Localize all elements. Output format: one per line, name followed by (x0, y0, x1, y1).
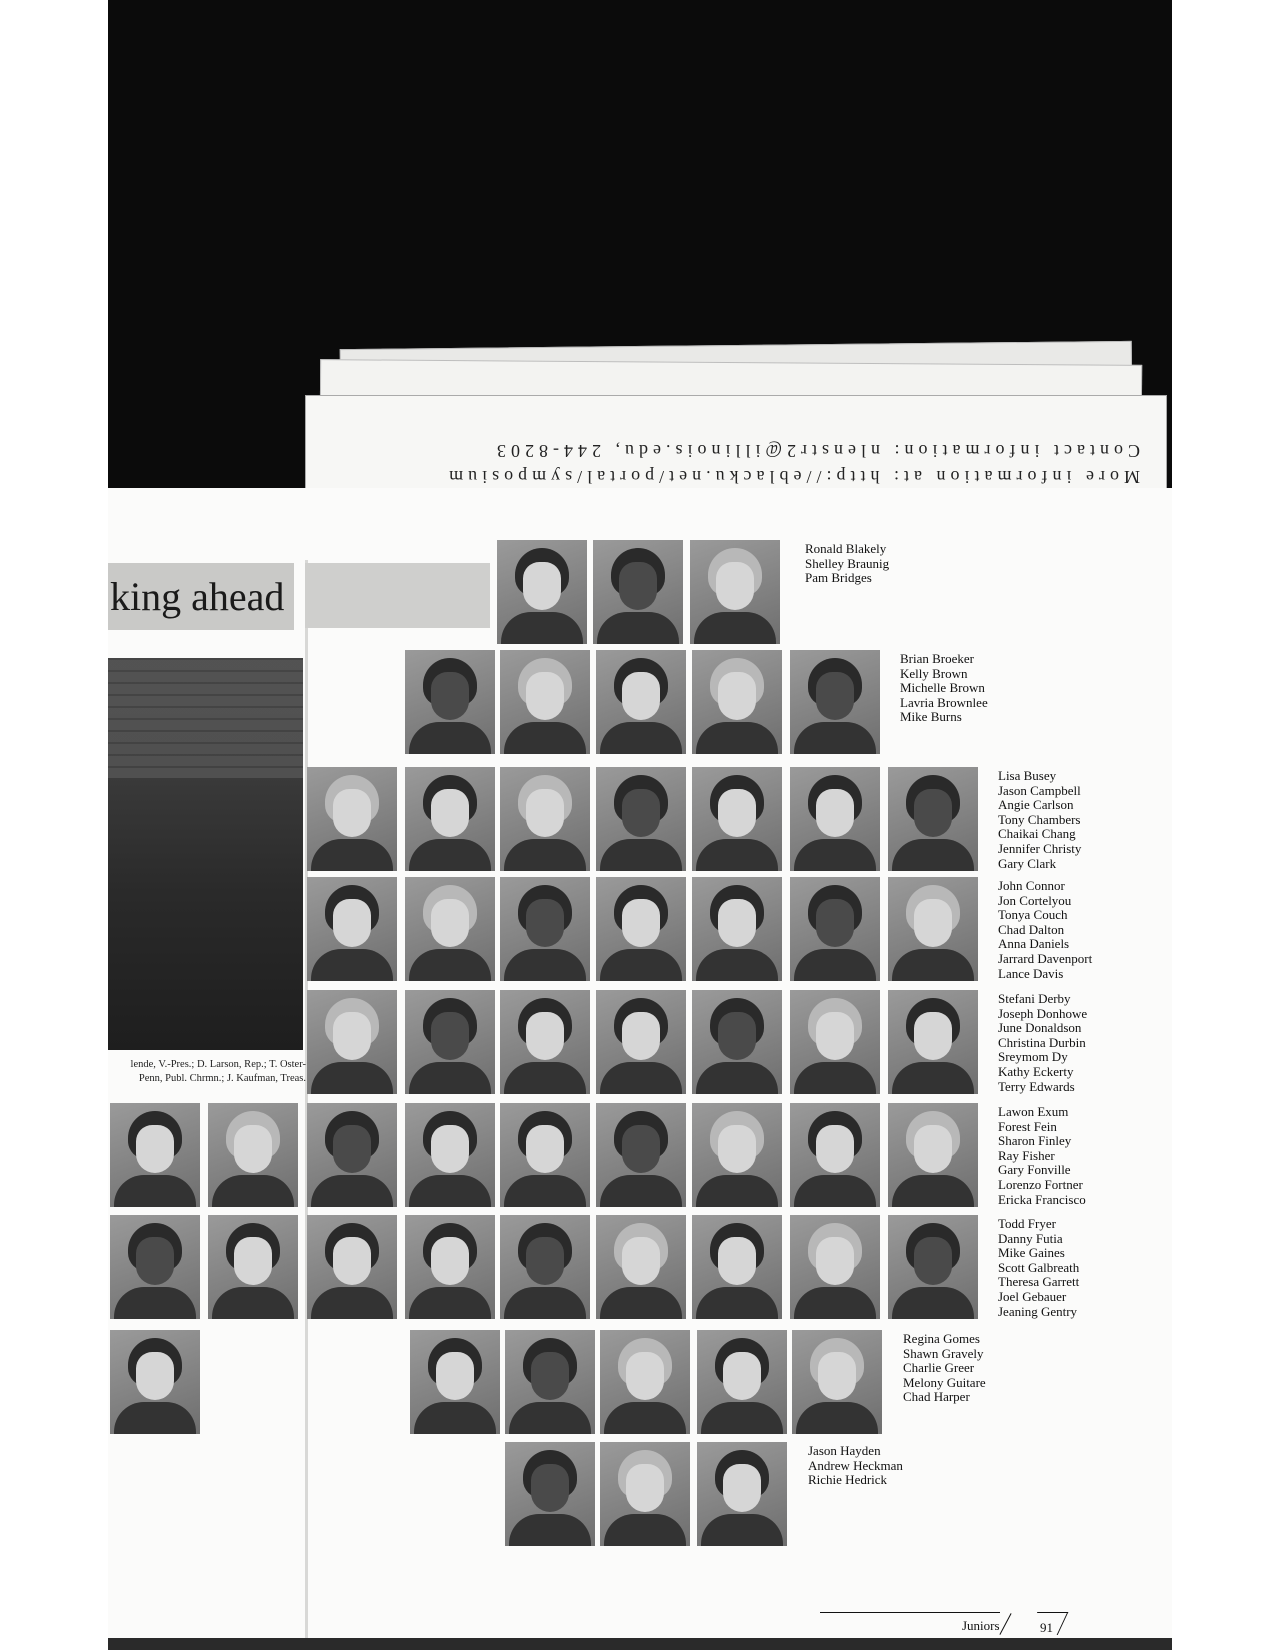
student-name: Ray Fisher (998, 1147, 1055, 1163)
student-portrait (790, 877, 880, 981)
student-portrait (110, 1103, 200, 1207)
student-name-list (903, 1332, 986, 1405)
brick-wall (108, 658, 303, 778)
student-portrait (600, 1442, 690, 1546)
student-name-list (998, 1105, 1086, 1207)
student-name: Charlie Greer (903, 1360, 975, 1376)
student-name: Theresa Garrett (998, 1274, 1080, 1290)
student-portrait (497, 540, 587, 644)
student-portrait (697, 1442, 787, 1546)
student-portrait (307, 767, 397, 871)
student-name: Pam Bridges (805, 570, 872, 586)
student-portrait (307, 990, 397, 1094)
student-name: Lance Davis (998, 965, 1064, 981)
student-portrait (208, 1215, 298, 1319)
student-name: Ericka Francisco (998, 1191, 1086, 1207)
student-portrait (596, 650, 686, 754)
student-name: Joseph Donhowe (998, 1005, 1088, 1021)
student-name: Ronald Blakely (805, 541, 887, 556)
student-portrait (888, 1103, 978, 1207)
student-portrait (790, 650, 880, 754)
student-portrait (697, 1330, 787, 1434)
student-name: Jason Campbell (998, 782, 1081, 798)
student-portrait (888, 1215, 978, 1319)
student-portrait (692, 650, 782, 754)
student-name-list (998, 1217, 1079, 1319)
notice-line-contact: Contact information: nlenstr2@illinois.edu, 244-8203 (491, 441, 1140, 461)
student-name: Shawn Gravely (903, 1345, 984, 1361)
student-name: Regina Gomes (903, 1331, 980, 1346)
student-portrait (500, 990, 590, 1094)
student-portrait (888, 990, 978, 1094)
student-portrait (405, 1103, 495, 1207)
student-name: Jennifer Christy (998, 840, 1082, 856)
student-portrait (888, 767, 978, 871)
student-portrait (505, 1442, 595, 1546)
student-name: Brian Broeker (900, 651, 975, 666)
student-name-list (998, 769, 1081, 871)
student-name: Terry Edwards (998, 1078, 1075, 1094)
student-name: Kathy Eckerty (998, 1063, 1074, 1079)
student-name: Jason Hayden (808, 1443, 881, 1458)
student-portrait (110, 1330, 200, 1434)
student-portrait (208, 1103, 298, 1207)
student-name: John Connor (998, 878, 1065, 893)
upside-down-notice (320, 430, 1140, 490)
footer-rule (820, 1612, 1000, 1613)
student-portrait (500, 877, 590, 981)
student-name: Lavria Brownlee (900, 694, 988, 710)
page-number: 91 (1040, 1620, 1053, 1635)
student-name: Lisa Busey (998, 768, 1057, 783)
student-portrait (690, 540, 780, 644)
group-photo (108, 658, 303, 1050)
student-portrait (888, 877, 978, 981)
student-portrait (790, 1215, 880, 1319)
student-name-list (805, 542, 889, 586)
student-name: Tonya Couch (998, 907, 1068, 923)
student-portrait (500, 1215, 590, 1319)
student-portrait (110, 1215, 200, 1319)
student-name: Danny Futia (998, 1230, 1063, 1246)
student-name: Tony Chambers (998, 811, 1081, 827)
scan-bottom-edge (108, 1638, 1172, 1650)
page-title: king ahead (110, 574, 285, 619)
student-name: Mike Burns (900, 709, 962, 725)
student-name: Mike Gaines (998, 1245, 1065, 1261)
student-portrait (692, 1215, 782, 1319)
student-name: Stefani Derby (998, 991, 1071, 1006)
student-portrait (790, 1103, 880, 1207)
student-name: Christina Durbin (998, 1034, 1086, 1050)
student-name: Scott Galbreath (998, 1259, 1080, 1275)
student-name: Kelly Brown (900, 665, 968, 681)
student-name: Michelle Brown (900, 680, 985, 696)
group-photo-caption: lende, V.-Pres.; D. Larson, Rep.; T. Oster- Penn, Publ. Chrmn.; J. Kaufman, Treas. (130, 1059, 306, 1084)
student-name: Todd Fryer (998, 1216, 1056, 1231)
student-name: Chad Dalton (998, 921, 1065, 937)
title-band-right (305, 563, 490, 628)
student-portrait (596, 1103, 686, 1207)
student-portrait (593, 540, 683, 644)
student-name: Forest Fein (998, 1118, 1057, 1134)
student-portrait (405, 1215, 495, 1319)
student-name: Lawon Exum (998, 1104, 1069, 1119)
student-name: Sharon Finley (998, 1133, 1072, 1149)
student-name: Chaikai Chang (998, 826, 1076, 842)
student-portrait (505, 1330, 595, 1434)
notice-line-more-info: More information at: http://eblacku.net/portal/symposium (444, 467, 1140, 487)
student-name-list (900, 652, 988, 725)
student-name-list (808, 1444, 903, 1488)
student-name: Gary Fonville (998, 1162, 1071, 1178)
student-name: Anna Daniels (998, 936, 1070, 952)
student-portrait (596, 990, 686, 1094)
student-portrait (596, 1215, 686, 1319)
student-portrait (405, 767, 495, 871)
student-portrait (692, 1103, 782, 1207)
student-portrait (692, 990, 782, 1094)
student-portrait (596, 877, 686, 981)
student-name: Lorenzo Fortner (998, 1176, 1083, 1192)
student-portrait (600, 1330, 690, 1434)
scan-margin-left (0, 0, 108, 1650)
student-name: Chad Harper (903, 1389, 970, 1405)
student-portrait (790, 990, 880, 1094)
student-name: Andrew Heckman (808, 1457, 903, 1473)
student-name: Richie Hedrick (808, 1472, 888, 1488)
student-name: Shelley Braunig (805, 555, 890, 571)
student-name: Melony Guitare (903, 1374, 986, 1390)
student-portrait (500, 650, 590, 754)
student-name: Gary Clark (998, 855, 1057, 871)
student-name-list (998, 992, 1087, 1094)
student-portrait (405, 990, 495, 1094)
scan-margin-right (1172, 0, 1275, 1650)
student-portrait (307, 1103, 397, 1207)
student-name: Jeaning Gentry (998, 1303, 1078, 1319)
student-portrait (307, 1215, 397, 1319)
student-portrait (410, 1330, 500, 1434)
student-name: Jarrard Davenport (998, 950, 1093, 966)
student-portrait (692, 877, 782, 981)
student-name-list (998, 879, 1092, 981)
student-name: Sreymom Dy (998, 1049, 1068, 1065)
student-portrait (500, 1103, 590, 1207)
student-name: June Donaldson (998, 1020, 1082, 1036)
student-portrait (792, 1330, 882, 1434)
student-portrait (405, 877, 495, 981)
student-portrait (790, 767, 880, 871)
student-portrait (692, 767, 782, 871)
student-name: Jon Cortelyou (998, 892, 1072, 908)
student-name: Angie Carlson (998, 797, 1074, 813)
student-portrait (405, 650, 495, 754)
student-portrait (500, 767, 590, 871)
student-portrait (596, 767, 686, 871)
student-name: Joel Gebauer (998, 1288, 1067, 1304)
student-portrait (307, 877, 397, 981)
footer-section-label: Juniors (962, 1618, 1000, 1633)
